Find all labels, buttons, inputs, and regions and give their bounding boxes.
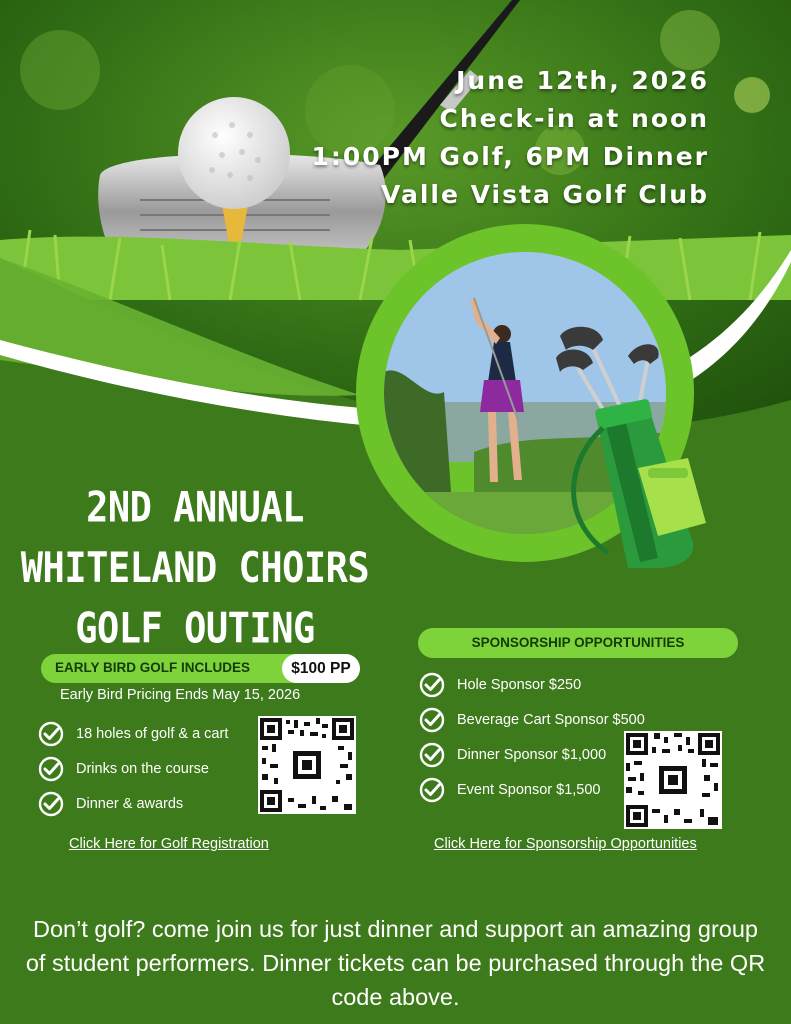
sponsorship-header: SPONSORSHIP OPPORTUNITIES: [418, 628, 738, 658]
list-item: [419, 742, 645, 777]
event-venue: Valle Vista Golf Club: [381, 180, 709, 209]
list-item: [38, 756, 228, 791]
sponsor-level-text: Event Sponsor $1,500: [457, 782, 601, 798]
list-item: [419, 672, 645, 707]
event-checkin: Check-in at noon: [439, 104, 709, 133]
sponsorship-list: [419, 672, 645, 812]
golf-include-text: Dinner & awards: [76, 796, 184, 812]
list-item: [38, 721, 228, 756]
dinner-only-note: Don’t golf? come join us for just dinner and support an amazing group of student performers. Dinner tickets can be purchased through the QR code above.: [25, 916, 766, 1010]
early-bird-banner: [41, 654, 360, 683]
golf-includes-list: [38, 721, 228, 826]
golf-bag-icon: [548, 318, 718, 578]
title-line-3: GOLF OUTING: [75, 604, 315, 653]
check-circle-icon: [419, 742, 445, 768]
sponsorship-link[interactable]: Click Here for Sponsorship Opportunities: [434, 836, 697, 852]
sponsor-level-text: Beverage Cart Sponsor $500: [457, 712, 645, 728]
check-circle-icon: [38, 721, 64, 747]
qr-code-icon: [624, 731, 722, 829]
golf-include-text: Drinks on the course: [76, 761, 209, 777]
list-item: [38, 791, 228, 826]
check-circle-icon: [38, 756, 64, 782]
golf-registration-qr-icon[interactable]: [258, 716, 356, 814]
title-line-2: WHITELAND CHOIRS: [20, 544, 370, 593]
sponsorship-qr-icon[interactable]: [624, 731, 722, 829]
event-date: June 12th, 2026: [456, 66, 709, 95]
check-circle-icon: [419, 672, 445, 698]
golf-include-text: 18 holes of golf & a cart: [76, 726, 229, 742]
early-bird-note: Early Bird Pricing Ends May 15, 2026: [60, 687, 301, 703]
early-bird-price: $100 PP: [282, 654, 360, 683]
sponsor-level-text: Dinner Sponsor $1,000: [457, 747, 607, 763]
sponsor-level-text: Hole Sponsor $250: [457, 677, 582, 693]
event-times: 1:00PM Golf, 6PM Dinner: [311, 142, 709, 171]
qr-code-icon: [258, 716, 356, 814]
early-bird-label: EARLY BIRD GOLF INCLUDES: [55, 660, 251, 675]
golf-ball-icon: [178, 97, 290, 209]
check-circle-icon: [419, 707, 445, 733]
check-circle-icon: [38, 791, 64, 817]
event-title: [0, 478, 390, 659]
title-line-1: 2ND ANNUAL: [86, 483, 304, 532]
event-details: [311, 62, 709, 214]
list-item: [419, 707, 645, 742]
check-circle-icon: [419, 777, 445, 803]
list-item: [419, 777, 645, 812]
golf-registration-link[interactable]: Click Here for Golf Registration: [69, 836, 269, 852]
